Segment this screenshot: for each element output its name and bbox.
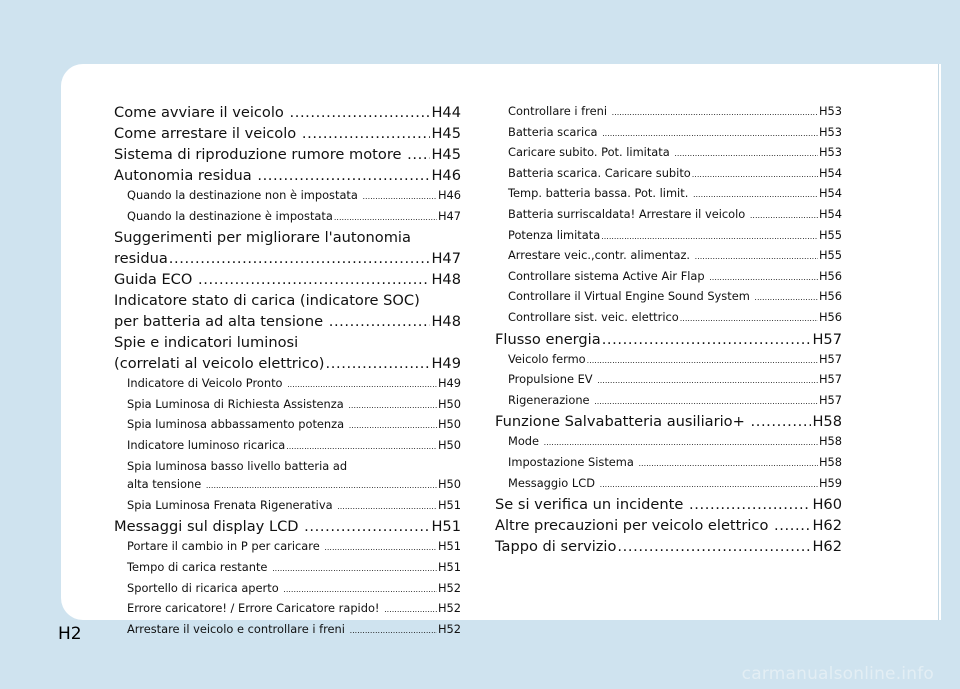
toc-entry-title: Arrestare veic.,contr. alimentaz.	[508, 248, 694, 263]
dot-leader	[594, 391, 818, 412]
toc-entry-subsection[interactable]	[495, 391, 842, 412]
toc-entry-subsection[interactable]	[495, 370, 842, 391]
toc-entry-title: Spia Luminosa Frenata Rigenerativa	[127, 497, 337, 512]
toc-entry-page-number: H45	[431, 125, 461, 142]
toc-entry-title: Portare il cambio in P per caricare	[127, 539, 324, 554]
toc-entry-subsection[interactable]	[495, 350, 842, 371]
dot-leader	[198, 269, 430, 290]
toc-entry-page-number: H49	[437, 376, 461, 391]
toc-entry-title: Spia luminosa abbassamento potenza	[127, 417, 348, 432]
toc-entry-subsection[interactable]	[114, 436, 461, 457]
toc-entry-subsection[interactable]	[495, 123, 842, 144]
dot-leader	[169, 248, 431, 269]
dot-leader	[283, 579, 437, 600]
toc-entry-page-number: H57	[812, 330, 842, 348]
toc-entry-page-number: H53	[818, 104, 842, 118]
toc-entry-section[interactable]	[114, 144, 461, 165]
toc-entry-page-number: H48	[431, 271, 461, 289]
toc-entry-page-number: H54	[818, 186, 842, 201]
toc-entry-title: Batteria surriscaldata! Arrestare il veicolo	[508, 206, 749, 221]
toc-entry-subsection[interactable]	[495, 246, 842, 267]
toc-entry-subsection[interactable]	[495, 474, 842, 495]
toc-entry-title: Arrestare il veicolo e controllare i freni	[127, 621, 349, 636]
toc-entry-title: Messaggi sul display LCD	[114, 518, 304, 536]
dot-leader	[597, 370, 818, 391]
dot-leader	[693, 184, 818, 205]
dot-leader	[602, 329, 812, 350]
toc-entry-heading-line: Indicatore stato di carica (indicatore SOC)	[114, 292, 420, 310]
toc-entry-title: Funzione Salvabatteria ausiliario+	[495, 413, 750, 431]
dot-leader	[774, 515, 811, 536]
toc-entry-section[interactable]	[114, 269, 461, 290]
dot-leader	[329, 311, 431, 332]
toc-entry-title: Quando la destinazione non è impostata	[127, 188, 362, 202]
toc-entry-title: Autonomia residua	[114, 167, 257, 184]
toc-entry-title: Sistema di riproduzione rumore motore	[114, 146, 407, 163]
dot-leader	[639, 453, 818, 474]
toc-entry-subsection[interactable]	[495, 287, 842, 308]
toc-entry-page-number: H50	[437, 437, 461, 452]
dot-leader	[544, 432, 818, 453]
toc-entry-section[interactable]	[114, 123, 461, 144]
toc-entry-title: Come avviare il veicolo	[114, 104, 289, 121]
dot-leader	[692, 164, 818, 185]
toc-entry-page-number: H44	[431, 104, 461, 121]
dot-leader	[334, 207, 437, 228]
toc-entry-subsection[interactable]	[114, 374, 461, 395]
toc-entry-page-number: H52	[437, 580, 461, 595]
toc-entry-title: Errore caricatore! / Errore Caricatore rapido!	[127, 601, 384, 616]
toc-entry-title: Controllare il Virtual Engine Sound System	[508, 289, 754, 304]
dot-leader	[302, 123, 431, 144]
toc-entry-title: Messaggio LCD	[508, 475, 599, 490]
toc-entry-title: Controllare sistema Active Air Flap	[508, 268, 709, 283]
toc-entry-subsection[interactable]	[495, 184, 842, 205]
toc-entry-page-number: H58	[818, 434, 842, 449]
toc-entry-page-number: H52	[437, 621, 461, 636]
dot-leader	[601, 226, 818, 247]
page-number: H2	[58, 624, 82, 644]
toc-entry-title: Rigenerazione	[508, 392, 594, 407]
toc-entry-page-number: H48	[431, 313, 461, 331]
toc-entry-page-number: H51	[437, 559, 461, 574]
toc-entry-page-number: H50	[437, 477, 461, 492]
toc-entry-title: Propulsione EV	[508, 372, 597, 387]
dot-leader	[680, 308, 818, 329]
toc-entry-title: Controllare i freni	[508, 104, 611, 118]
dot-leader	[287, 374, 437, 395]
toc-entry-title: per batteria ad alta tensione	[114, 313, 328, 331]
toc-right-column	[495, 102, 842, 557]
dot-leader	[384, 599, 437, 620]
toc-entry-page-number: H56	[818, 289, 842, 304]
dot-leader	[289, 102, 430, 123]
dot-leader	[750, 411, 811, 432]
toc-entry-subsection[interactable]	[114, 599, 461, 620]
toc-entry-page-number: H46	[431, 167, 461, 184]
toc-entry-title: Sportello di ricarica aperto	[127, 580, 283, 595]
toc-entry-page-number: H56	[818, 268, 842, 283]
toc-entry-subsection[interactable]	[495, 308, 842, 329]
toc-entry-section[interactable]	[114, 353, 461, 374]
toc-entry-section[interactable]	[114, 165, 461, 186]
toc-entry-page-number: H57	[818, 392, 842, 407]
toc-entry-section[interactable]	[114, 516, 461, 537]
toc-entry-page-number: H54	[818, 165, 842, 180]
toc-entry-subsection[interactable]	[495, 164, 842, 185]
toc-entry-subsection[interactable]	[114, 186, 461, 207]
toc-entry-section[interactable]	[114, 248, 461, 269]
dot-leader	[326, 353, 431, 374]
dot-leader	[612, 102, 818, 123]
toc-entry-subsection[interactable]	[114, 395, 461, 416]
toc-entry-page-number: H58	[812, 413, 842, 431]
toc-entry-subsection[interactable]	[495, 226, 842, 247]
toc-entry-subsection[interactable]	[114, 620, 461, 641]
dot-leader	[602, 123, 818, 144]
toc-entry-page-number: H47	[437, 208, 461, 223]
dot-leader	[349, 415, 437, 436]
toc-entry-subsection[interactable]	[114, 579, 461, 600]
toc-entry-page-number: H58	[818, 454, 842, 469]
toc-entry-section[interactable]	[495, 494, 842, 515]
toc-entry-page-number: H51	[437, 497, 461, 512]
toc-entry-page-number: H62	[812, 538, 842, 556]
dot-leader	[674, 143, 818, 164]
toc-entry-title: residua	[114, 250, 168, 268]
dot-leader	[206, 475, 437, 496]
toc-entry-page-number: H60	[812, 496, 842, 514]
dot-leader	[324, 537, 437, 558]
toc-entry-subsection[interactable]	[114, 496, 461, 517]
toc-entry-subsection[interactable]	[495, 267, 842, 288]
toc-entry-title: Indicatore di Veicolo Pronto	[127, 376, 287, 391]
toc-entry-page-number: H62	[812, 517, 842, 535]
toc-entry-subsection[interactable]	[114, 558, 461, 579]
toc-entry-section[interactable]	[495, 411, 842, 432]
dot-leader	[587, 350, 818, 371]
toc-entry-subsection[interactable]	[495, 205, 842, 226]
toc-entry-page-number: H47	[431, 250, 461, 268]
toc-entry-page-number: H55	[818, 227, 842, 242]
dot-leader	[750, 205, 818, 226]
toc-entry-title: Spia Luminosa di Richiesta Assistenza	[127, 396, 348, 411]
toc-entry-title: Caricare subito. Pot. limitata	[508, 145, 674, 160]
toc-entry-subsection[interactable]	[114, 537, 461, 558]
toc-entry-section[interactable]	[495, 536, 842, 557]
toc-entry-title: Come arrestare il veicolo	[114, 125, 301, 142]
dot-leader	[286, 436, 437, 457]
toc-entry-title: Flusso energia	[495, 330, 601, 348]
toc-entry-subsection[interactable]	[495, 432, 842, 453]
toc-entry-title: alta tensione	[127, 477, 205, 492]
toc-entry-heading-line: Spie e indicatori luminosi	[114, 334, 299, 352]
toc-entry-page-number: H56	[818, 309, 842, 324]
toc-entry-section[interactable]	[114, 102, 461, 123]
toc-entry-subsection[interactable]	[495, 102, 842, 123]
toc-entry-title: Batteria scarica. Caricare subito	[508, 165, 691, 180]
dot-leader	[337, 496, 437, 517]
toc-entry-subsection[interactable]	[495, 143, 842, 164]
toc-entry-heading-line: Spia luminosa basso livello batteria ad	[127, 458, 348, 473]
dot-leader	[304, 516, 430, 537]
toc-entry-title: Veicolo fermo	[508, 351, 586, 366]
toc-entry-subsection[interactable]	[114, 415, 461, 436]
toc-entry-section[interactable]	[114, 311, 461, 332]
dot-leader	[348, 395, 437, 416]
toc-entry-title: Altre precauzioni per veicolo elettrico	[495, 517, 774, 535]
toc-entry-subsection[interactable]	[114, 207, 461, 228]
toc-entry-title: Impostazione Sistema	[508, 454, 638, 469]
toc-entry-title: Mode	[508, 434, 543, 449]
dot-leader	[695, 246, 818, 267]
dot-leader	[350, 620, 437, 641]
toc-entry-page-number: H50	[437, 417, 461, 432]
dot-leader	[363, 186, 437, 207]
toc-entry-page-number: H53	[818, 124, 842, 139]
toc-entry-page-number: H45	[431, 146, 461, 163]
dot-leader	[272, 558, 437, 579]
toc-entry-page-number: H51	[431, 518, 461, 536]
toc-entry-page-number: H55	[818, 248, 842, 263]
toc-entry-title: Se si verifica un incidente	[495, 496, 688, 514]
dot-leader	[600, 474, 818, 495]
toc-entry-page-number: H46	[437, 188, 461, 202]
toc-entry-title: (correlati al veicolo elettrico)	[114, 355, 325, 373]
toc-entry-page-number: H59	[818, 475, 842, 490]
toc-entry-title: Guida ECO	[114, 271, 197, 289]
toc-left-column	[114, 102, 461, 640]
page-edge-rule	[938, 64, 939, 620]
dot-leader	[257, 165, 430, 186]
toc-entry-section[interactable]	[495, 515, 842, 536]
toc-entry-heading-line: Suggerimenti per migliorare l'autonomia	[114, 229, 411, 247]
toc-entry-title: Controllare sist. veic. elettrico	[508, 309, 679, 324]
toc-entry-title: Indicatore luminoso ricarica	[127, 437, 286, 452]
toc-entry-title: Tappo di servizio	[495, 538, 617, 556]
toc-entry-section[interactable]	[495, 329, 842, 350]
toc-entry-page-number: H52	[437, 601, 461, 616]
dot-leader	[407, 144, 430, 165]
toc-entry-subsection[interactable]	[495, 453, 842, 474]
toc-entry-page-number: H51	[437, 539, 461, 554]
toc-entry-title: Tempo di carica restante	[127, 559, 272, 574]
toc-entry-page-number: H54	[818, 206, 842, 221]
dot-leader	[689, 494, 811, 515]
toc-entry-title: Batteria scarica	[508, 124, 602, 139]
dot-leader	[617, 536, 811, 557]
toc-entry-page-number: H49	[431, 355, 461, 373]
toc-entry-title: Quando la destinazione è impostata	[127, 208, 333, 223]
dot-leader	[709, 267, 818, 288]
dot-leader	[754, 287, 818, 308]
toc-entry-subsection[interactable]	[114, 475, 461, 496]
watermark-text: carmanualsonline.info	[741, 664, 934, 684]
toc-entry-title: Potenza limitata	[508, 227, 601, 242]
toc-entry-page-number: H57	[818, 372, 842, 387]
toc-entry-page-number: H50	[437, 396, 461, 411]
toc-entry-page-number: H57	[818, 351, 842, 366]
toc-entry-page-number: H53	[818, 145, 842, 160]
toc-entry-title: Temp. batteria bassa. Pot. limit.	[508, 186, 692, 201]
